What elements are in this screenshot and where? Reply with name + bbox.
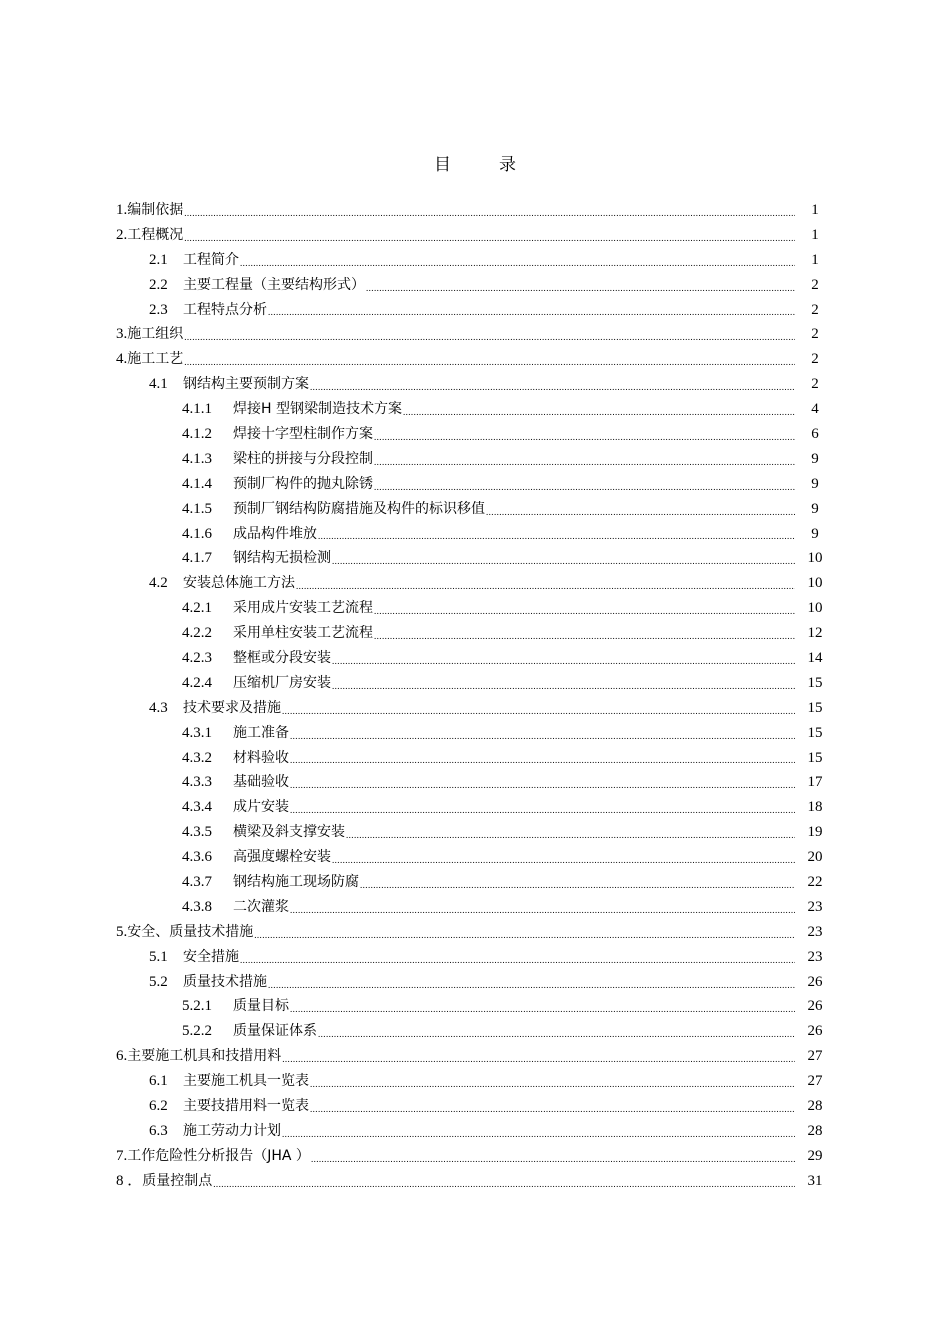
toc-entry-number: 4. [116, 351, 128, 368]
toc-entry-page-number: 2 [811, 301, 819, 318]
table-of-contents [116, 198, 830, 1194]
toc-entry-title: 技术要求及措施 [183, 699, 281, 716]
toc-entry[interactable] [116, 995, 830, 1020]
toc-entry-number: 4.1.7 [182, 550, 212, 567]
toc-entry-page-number: 19 [807, 824, 823, 841]
toc-entry-number: 4.1 [149, 376, 168, 393]
toc-dot-leader [318, 1020, 795, 1044]
toc-entry-number: 2.2 [149, 276, 168, 293]
toc-entry[interactable] [116, 920, 830, 945]
toc-dot-leader [346, 821, 795, 845]
toc-entry-page-number: 15 [807, 724, 823, 741]
toc-entry-number: 6.3 [149, 1122, 168, 1139]
toc-entry-title: 钢结构无损检测 [233, 550, 331, 567]
toc-entry-page-number: 18 [807, 799, 823, 816]
toc-entry-page-number: 2 [811, 376, 819, 393]
toc-entry-page-number: 6 [811, 426, 819, 442]
toc-entry-number: 2.1 [149, 251, 168, 268]
toc-entry[interactable] [116, 397, 830, 422]
toc-entry-page-number: 26 [807, 1023, 823, 1040]
toc-entry-page-number: 1 [811, 251, 819, 268]
toc-entry-number: 4.3.1 [182, 724, 212, 741]
toc-dot-leader [332, 672, 795, 696]
toc-entry-title: 编制依据 [127, 201, 184, 218]
toc-dot-leader [403, 398, 795, 422]
toc-entry[interactable] [116, 322, 830, 347]
toc-dot-leader [282, 697, 795, 721]
toc-dot-leader [282, 1045, 795, 1069]
toc-entry-number: 6.2 [149, 1098, 168, 1115]
toc-entry-title: 主要施工机具和技措用料 [127, 1048, 282, 1065]
toc-dot-leader [268, 971, 795, 995]
toc-dot-leader [290, 896, 795, 920]
title-char-left: 目 [434, 155, 451, 175]
toc-entry-title: 安全措施 [183, 948, 239, 965]
toc-entry-number: 2. [116, 226, 128, 243]
toc-entry[interactable] [116, 273, 830, 298]
toc-entry-number: 4.1.1 [182, 401, 212, 418]
toc-entry[interactable] [116, 522, 830, 547]
toc-entry-number: 7. [116, 1147, 128, 1164]
toc-entry[interactable] [116, 845, 830, 870]
toc-entry-page-number: 9 [811, 450, 819, 467]
toc-entry-page-number: 12 [807, 625, 823, 642]
toc-entry-page-number: 23 [807, 948, 823, 965]
toc-entry-number: 4.1.2 [182, 426, 212, 442]
toc-entry[interactable] [116, 497, 830, 522]
toc-entry-number: 4.3.5 [182, 824, 212, 841]
toc-entry-number: 6. [116, 1048, 128, 1065]
toc-entry[interactable] [116, 895, 830, 920]
toc-entry[interactable] [116, 1069, 830, 1094]
toc-entry-number: 3. [116, 326, 128, 343]
toc-entry-number: 4.2.3 [182, 650, 212, 667]
toc-dot-leader [290, 722, 795, 746]
toc-entry-page-number: 26 [807, 998, 823, 1015]
toc-entry-number: 4.1.6 [182, 525, 212, 542]
toc-dot-leader [311, 1145, 795, 1169]
toc-entry-number: 5.2 [149, 973, 168, 990]
toc-entry[interactable] [116, 1169, 830, 1194]
toc-dot-leader [332, 547, 795, 571]
toc-dot-leader [184, 224, 795, 248]
toc-entry-title: 质量保证体系 [233, 1023, 317, 1040]
toc-entry-page-number: 14 [807, 650, 823, 667]
toc-entry[interactable] [116, 945, 830, 970]
toc-dot-leader [240, 946, 795, 970]
toc-entry[interactable] [116, 770, 830, 795]
toc-entry-page-number: 26 [807, 973, 823, 990]
toc-entry-number: 5. [116, 923, 128, 940]
toc-dot-leader [254, 921, 795, 945]
toc-entry[interactable] [116, 571, 830, 596]
toc-entry-title: 成品构件堆放 [233, 525, 317, 542]
toc-dot-leader [290, 796, 795, 820]
toc-entry-number: 4.2.2 [182, 625, 212, 642]
toc-entry-number: 4.3.7 [182, 874, 212, 891]
toc-entry-number: 4.3.3 [182, 774, 212, 791]
toc-dot-leader [213, 1170, 795, 1194]
toc-entry-number: 4.3.4 [182, 799, 212, 816]
toc-entry[interactable] [116, 671, 830, 696]
toc-entry-title: 焊接H 型钢梁制造技术方案 [233, 401, 402, 418]
toc-entry-title: 整框或分段安装 [233, 650, 331, 667]
toc-entry[interactable] [116, 472, 830, 497]
toc-entry[interactable] [116, 646, 830, 671]
toc-dot-leader [290, 771, 795, 795]
toc-entry-number: 4.1.5 [182, 500, 212, 517]
toc-entry-title: 工程特点分析 [183, 301, 267, 318]
toc-entry[interactable] [116, 347, 830, 372]
toc-entry-title: 横梁及斜支撑安装 [233, 824, 345, 841]
toc-entry-page-number: 22 [807, 874, 823, 891]
toc-dot-leader [296, 572, 795, 596]
toc-dot-leader [374, 423, 795, 447]
toc-entry[interactable] [116, 970, 830, 995]
toc-entry[interactable] [116, 596, 830, 621]
toc-entry-page-number: 17 [807, 774, 823, 791]
toc-dot-leader [184, 348, 795, 372]
toc-entry-title: 钢结构施工现场防腐 [233, 874, 359, 891]
toc-entry[interactable] [116, 1094, 830, 1119]
toc-entry-title: 工程简介 [183, 251, 239, 268]
toc-entry-page-number: 1 [811, 201, 819, 218]
toc-entry-title: 施工组织 [127, 326, 184, 343]
toc-entry[interactable] [116, 721, 830, 746]
toc-entry-title: 主要施工机具一览表 [183, 1073, 309, 1090]
toc-entry-title: 安全、质量技术措施 [127, 923, 254, 940]
toc-entry-page-number: 23 [807, 898, 823, 915]
toc-entry-page-number: 2 [811, 351, 819, 368]
toc-entry-number: 1. [116, 201, 128, 218]
toc-dot-leader [290, 995, 795, 1019]
toc-entry[interactable] [116, 198, 830, 223]
toc-entry-title: 预制厂钢结构防腐措施及构件的标识移值 [233, 500, 485, 517]
toc-entry[interactable] [116, 1144, 830, 1169]
toc-entry-title: 预制厂构件的抛丸除锈 [233, 475, 373, 492]
toc-entry[interactable] [116, 546, 830, 571]
toc-entry-title: 材料验收 [233, 749, 289, 766]
toc-dot-leader [374, 622, 795, 646]
toc-entry-title: 压缩机厂房安装 [233, 674, 331, 691]
toc-dot-leader [290, 746, 795, 770]
toc-entry-number: 8 ． [116, 1172, 143, 1189]
toc-entry-title: 二次灌浆 [233, 898, 289, 915]
toc-entry[interactable] [116, 248, 830, 273]
toc-entry-number: 6.1 [149, 1073, 168, 1090]
toc-entry-number: 4.2 [149, 575, 168, 592]
toc-dot-leader [374, 597, 795, 621]
toc-entry[interactable] [116, 372, 830, 397]
toc-entry-page-number: 15 [807, 674, 823, 691]
toc-entry-number: 5.2.2 [182, 1023, 212, 1040]
toc-entry-page-number: 2 [811, 326, 819, 343]
page-title [0, 150, 950, 175]
toc-entry-number: 4.3.6 [182, 849, 212, 866]
toc-entry-title: 工作危险性分析报告（JHA ） [127, 1147, 310, 1164]
toc-entry[interactable] [116, 447, 830, 472]
toc-entry-title: 施工劳动力计划 [183, 1122, 281, 1139]
toc-dot-leader [332, 846, 795, 870]
toc-entry-title: 质量控制点 [142, 1172, 213, 1189]
toc-entry-title: 高强度螺栓安装 [233, 849, 331, 866]
toc-entry-number: 4.2.1 [182, 600, 212, 617]
toc-entry-page-number: 27 [807, 1073, 823, 1090]
toc-entry-page-number: 9 [811, 475, 819, 492]
toc-entry-page-number: 20 [807, 849, 823, 866]
toc-dot-leader [374, 448, 795, 472]
toc-entry-page-number: 28 [807, 1098, 823, 1115]
toc-entry[interactable] [116, 820, 830, 845]
toc-entry-page-number: 1 [811, 226, 819, 243]
toc-entry-number: 5.1 [149, 948, 168, 965]
toc-entry-title: 焊接十字型柱制作方案 [233, 426, 373, 442]
toc-entry-page-number: 31 [807, 1172, 823, 1189]
toc-entry-page-number: 10 [807, 600, 823, 617]
toc-entry-number: 2.3 [149, 301, 168, 318]
toc-entry-title: 施工准备 [233, 724, 289, 741]
toc-dot-leader [332, 647, 795, 671]
toc-entry-page-number: 28 [807, 1122, 823, 1139]
toc-entry-title: 采用单柱安装工艺流程 [233, 625, 373, 642]
toc-entry-page-number: 9 [811, 500, 819, 517]
toc-entry[interactable] [116, 1019, 830, 1044]
toc-entry-title: 基础验收 [233, 774, 289, 791]
toc-entry[interactable] [116, 223, 830, 248]
toc-entry-title: 施工工艺 [127, 351, 184, 368]
toc-dot-leader [366, 274, 795, 298]
toc-entry[interactable] [116, 1044, 830, 1069]
title-char-right: 录 [499, 155, 516, 175]
toc-dot-leader [268, 298, 795, 322]
toc-dot-leader [310, 373, 795, 397]
toc-entry-page-number: 27 [807, 1048, 823, 1065]
toc-entry[interactable] [116, 422, 830, 447]
toc-entry[interactable] [116, 870, 830, 895]
toc-dot-leader [318, 522, 795, 546]
toc-entry-number: 5.2.1 [182, 998, 212, 1015]
toc-entry-number: 4.3.2 [182, 749, 212, 766]
toc-entry-title: 梁柱的拼接与分段控制 [233, 450, 373, 467]
toc-dot-leader [184, 323, 795, 347]
toc-entry-page-number: 10 [807, 550, 823, 567]
toc-dot-leader [310, 1070, 795, 1094]
toc-entry[interactable] [116, 696, 830, 721]
toc-entry-page-number: 15 [807, 699, 823, 716]
toc-dot-leader [184, 199, 795, 223]
toc-entry-title: 主要工程量（主要结构形式） [183, 276, 365, 293]
toc-entry-number: 4.1.3 [182, 450, 212, 467]
toc-dot-leader [486, 498, 795, 522]
toc-entry-page-number: 15 [807, 749, 823, 766]
toc-entry-title: 采用成片安装工艺流程 [233, 600, 373, 617]
toc-entry[interactable] [116, 298, 830, 323]
toc-entry-title: 质量目标 [233, 998, 289, 1015]
toc-entry-number: 4.3.8 [182, 898, 212, 915]
toc-entry-page-number: 9 [811, 525, 819, 542]
toc-entry-title: 质量技术措施 [183, 973, 267, 990]
toc-entry-page-number: 2 [811, 276, 819, 293]
toc-entry-number: 4.2.4 [182, 674, 212, 691]
toc-entry-title: 主要技措用料一览表 [183, 1098, 309, 1115]
toc-entry-title: 安装总体施工方法 [183, 575, 295, 592]
toc-entry[interactable] [116, 795, 830, 820]
toc-entry-title: 成片安装 [233, 799, 289, 816]
toc-dot-leader [360, 871, 795, 895]
toc-entry-page-number: 29 [807, 1147, 823, 1164]
toc-dot-leader [374, 473, 795, 497]
toc-dot-leader [240, 249, 795, 273]
toc-entry-number: 4.3 [149, 699, 168, 716]
toc-dot-leader [310, 1095, 795, 1119]
toc-entry[interactable] [116, 1119, 830, 1144]
toc-entry-title: 工程概况 [127, 226, 184, 243]
toc-entry-title: 钢结构主要预制方案 [183, 376, 309, 393]
toc-entry-page-number: 4 [811, 401, 819, 418]
toc-entry-page-number: 10 [807, 575, 823, 592]
toc-entry-number: 4.1.4 [182, 475, 212, 492]
toc-entry-page-number: 23 [807, 923, 823, 940]
toc-dot-leader [282, 1120, 795, 1144]
toc-entry[interactable] [116, 621, 830, 646]
toc-entry[interactable] [116, 746, 830, 771]
